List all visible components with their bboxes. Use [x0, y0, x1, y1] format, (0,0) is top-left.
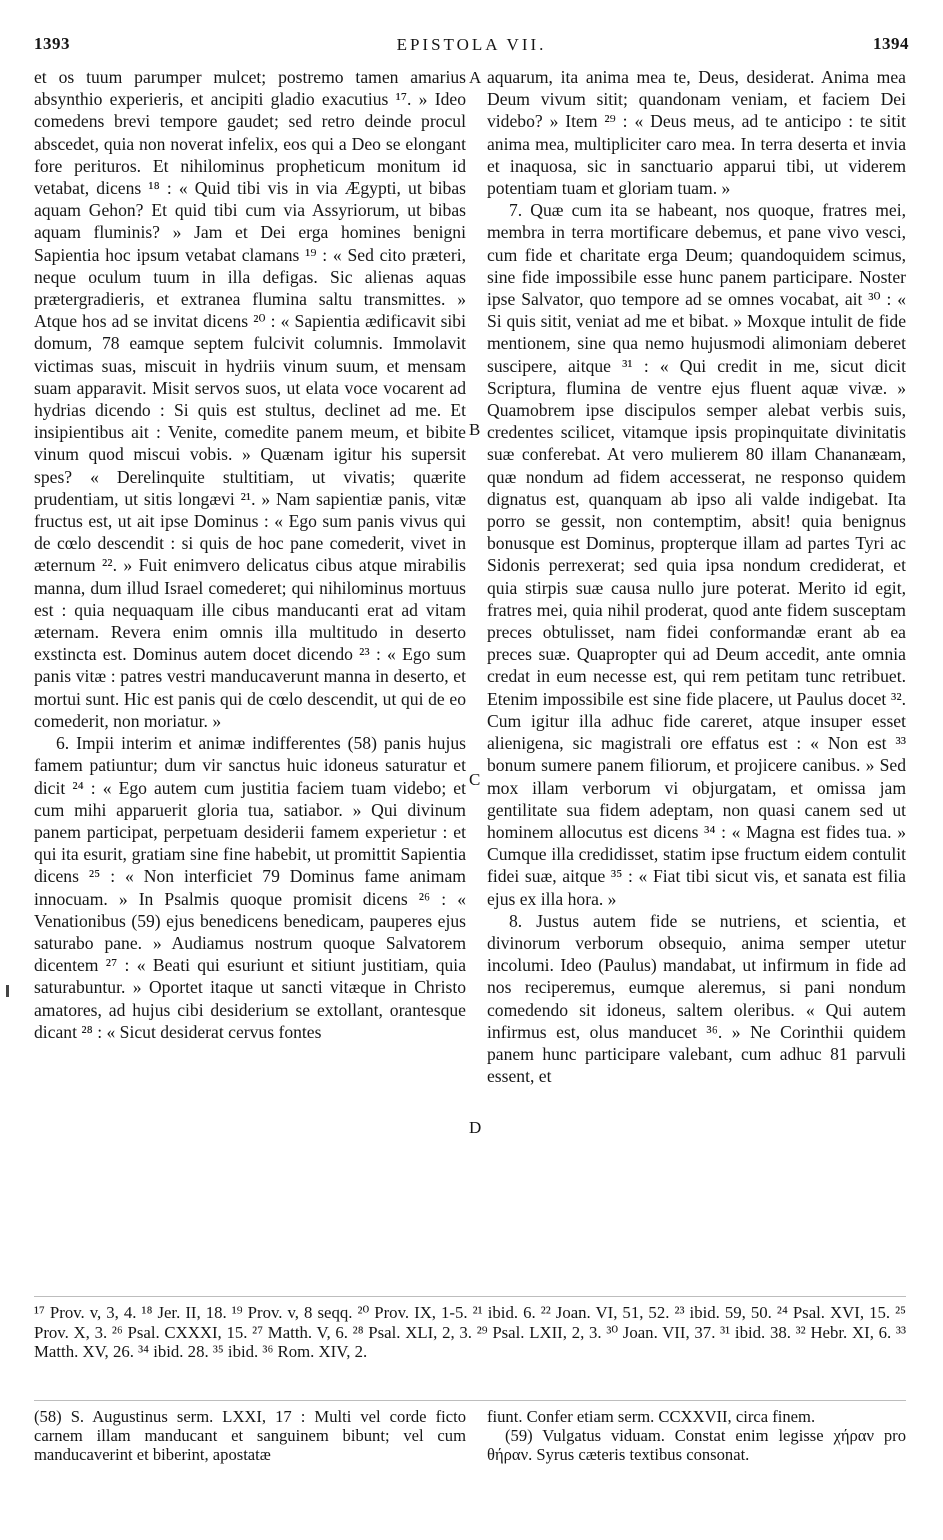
left-paragraph-continued: et os tuum parumper mulcet; postremo tamen amarius absynthio experieris, et ancipiti gladio exacutius ¹⁷. » Ideo comedens brevi tempore gaudet; sed retro deinde procul abscedet, quia non noverat infelix, eos qui a Deo se elongant fore perituros. Et nihilominus propheticum monitum id vetabat, dicens ¹⁸ : « Quid tibi vis in via Ægypti, ut bibas aquam Gehon? Et quid tibi cum via Assyriorum, ut bibas aquam fluminis? » Jam et Dei erga homines benigni Sapientia hoc ipsum vetabat clamans ¹⁹ : « Sed cito præteri, neque oculum tuum in illa defigas. Sic alienas aquas prætergradieris, et extranea flumina saltu transmittes. » Atque hos ad se invitat dicens ²⁰ : « Sapientia ædificavit sibi domum, 78 eamque septem fulcivit columnis. Immolavit victimas suas, miscuit in hydriis vinum suum, et mensam suam apparavit. Misit servos suos, ut elata voce vocarent ad hydrias dicendo : Si quis est stultus, declinet ad me. Et insipientibus ait : Venite, comedite panem meum, et bibite vinum quod miscui vobis. » Quænam igitur his supersit spes? « Derelinquite stultitiam, ut vivatis; quærite prudentiam, ut sitis longævi ²¹. » Nam sapientiæ panis, vitæ fructus est, ut ait ipse Dominus : « Ego sum panis vivus qui de cœlo descendit : si quis de hoc pane comederit, vivet in æternum ²². » Fuit enimvero delicatus cibus atque mirabilis manna, dum illud Israel comederet; qui nihilominus mortuus est : quia nequaquam ille cibus manducanti erat ad vitam æternam. Revera enim omnis illa multitudo in deserto exstincta est. Dominus autem docet dicendo ²³ : « Ego sum panis vitæ : patres vestri manducaverunt manna in deserto, et mortui sunt. Hic est panis qui de cœlo descendit, ut qui de eo comederit, non moriatur. » — [34, 67, 466, 731]
left-column — [34, 66, 466, 1043]
footnote-rule — [34, 1296, 906, 1297]
notes-right — [487, 1407, 906, 1465]
right-column — [487, 66, 906, 1087]
notes-rule — [34, 1400, 906, 1401]
margin-letter-d: D — [469, 1118, 482, 1137]
right-paragraph-continued: aquarum, ita anima mea te, Deus, desiderat. Anima mea Deum vivum sitit; quandonam veniam, et faciem Dei videbo? » Item ²⁹ : « Deus meus, ad te anticipo : te sitit anima mea, multipliciter caro mea. In terra deserta et invia et inaquosa, sic in sanctuario apparui tibi, ut viderem potentiam tuam et gloriam tuam. » — [487, 67, 906, 199]
page-number-left: 1393 — [34, 34, 70, 53]
margin-letter-c: C — [469, 770, 481, 789]
right-paragraph-section-7: 7. Quæ cum ita se habeant, nos quoque, fratres mei, membra in terra mortificare debemus, et pane vivo vesci, cum fide et charitate erga Deum; quandoquidem scimus, sine fide impossibile esse hunc panem participare. Noster ipse Salvator, quo tempore ad se omnes vocabat, ait ³⁰ : « Si quis sitit, veniat ad me et bibat. » Moxque intulit de fide mentionem, sine qua nemo hujusmodi alimoniam deberet suscipere, aitque ³¹ : « Qui credit in me, sicut dicit Scriptura, flumina de ventre ejus fluent aquæ vivæ. » Quamobrem ipse discipulos semper alebat verbis suis, credentes scilicet, vitamque ipsis propinquitate divinitatis suæ conferebat. At vero mulierem 80 illam Chananæam, quæ nondum ad fidem accesserat, ne responso quidem dignatus est, quanquam ab ipso ali valde indigebat. Ita porro se gessit, non contemptim, absit! quia benignus bonusque est Dominus, propterque illam ad partes Tyri ac Sidonis perrexerat; sed quia ipsa nondum crediderat, et quia stirpis suæ causa nullo jure poterat. Merito id egit, fratres mei, quia nihil proderat, quod ante fidem susceptam preces obtulisset, nam fidei conformandæ erant ab ea preces suæ. Quapropter qui ad Deum accedit, ante omnia credat in eum necesse est, qui rem petitam tunc retribuet. Etenim impossibile est sine fide placere, ut Paulus docet ³². Cum igitur illa adhuc fide careret, atque insuper esset alienigena, sic magistrali ore effatus est : « Non est ³³ bonum sumere panem filiorum, et projicere canibus. » Sed mox illam verborum vi objurgatam, et omissa jam gentilitate sua fidem adeptam, non quasi canem sed ut hominem allocutus est dicens ³⁴ : « Magna est fides tua. » Cumque illa credidisset, statim ipse fructum eidem contulit fidei suæ, aitque ³⁵ : « Fiat tibi sicut vis, et sanata est filia ejus ex illa hora. » — [487, 200, 906, 909]
running-title: EPISTOLA VII. — [396, 35, 547, 54]
margin-speck — [6, 985, 9, 997]
right-paragraph-section-8: 8. Justus autem fide se nutriens, et scientia, et divinorum verborum obsequio, anima semper utetur incolumi. Ideo (Paulus) mandabat, ut infirmum in fide ad nos reciperemus, eumque aleremus, si pani nondum comedendo sit idoneus, saltem oleribus. « Qui autem infirmus est, olus manducet ³⁶. » Ne Corinthii quidem panem hunc participare valebant, cum adhuc 81 parvuli essent, et — [487, 910, 906, 1087]
note-58-continued: fiunt. Confer etiam serm. CCXXVII, circa finem. — [487, 1407, 816, 1426]
note-58: (58) S. Augustinus serm. LXXI, 17 : Multi vel corde ficto carnem illam manducant et sanguinem bibunt; vel cum manducaverint et biberint, apostatæ — [34, 1407, 466, 1465]
running-header — [0, 34, 943, 60]
margin-letter-a: A — [469, 68, 482, 87]
notes-left — [34, 1407, 466, 1465]
left-paragraph-section-6: 6. Impii interim et animæ indifferentes (58) panis hujus famem patiuntur; dum vir sanctus huic idoneus saturatur et dicit ²⁴ : « Ego autem cum justitia faciem tuam videbo; et cum mihi apparuerit gloria tua, satiabor. » Qui divinum panem participat, perpetuam desiderii famem experietur : et qui ita esurit, gratiam sine fine habebit, ut promittit Sapientia dicens ²⁵ : « Non interficiet 79 Dominus fame animam innocuam. » In Psalmis quoque promisit dicens ²⁶ : « Venationibus (59) ejus benedicens benedicam, pauperes ejus saturabo pane. » Audiamus nostrum quoque Salvatorem dicentem ²⁷ : « Beati qui esuriunt et sitiunt justitiam, quia saturabuntur. » Oportet itaque ut sancti vitæque in Christo amatores, ad hujus cibi desiderium se extollant, orantesque dicant ²⁸ : « Sicut desiderat cervus fontes — [34, 733, 466, 1042]
scripture-references: ¹⁷ Prov. v, 3, 4. ¹⁸ Jer. II, 18. ¹⁹ Prov. v, 8 seqq. ²⁰ Prov. IX, 1-5. ²¹ ibid. 6. ²² Joan. VI, 51, 52. ²³ ibid. 59, 50. ²⁴ Psal. XVI, 15. ²⁵ Prov. X, 3. ²⁶ Psal. CXXXI, 15. ²⁷ Matth. V, 6. ²⁸ Psal. XLI, 2, 3. ²⁹ Psal. LXII, 2, 3. ³⁰ Joan. VII, 37. ³¹ ibid. 38. ³² Hebr. XI, 6. ³³ Matth. XV, 26. ³⁴ ibid. 28. ³⁵ ibid. ³⁶ Rom. XIV, 2. — [34, 1303, 906, 1362]
margin-letter-b: B — [469, 420, 481, 439]
note-59: (59) Vulgatus viduam. Constat enim legisse χήραν pro θήραν. Syrus cæteris textibus consonat. — [487, 1426, 906, 1465]
page-number-right: 1394 — [873, 34, 909, 53]
